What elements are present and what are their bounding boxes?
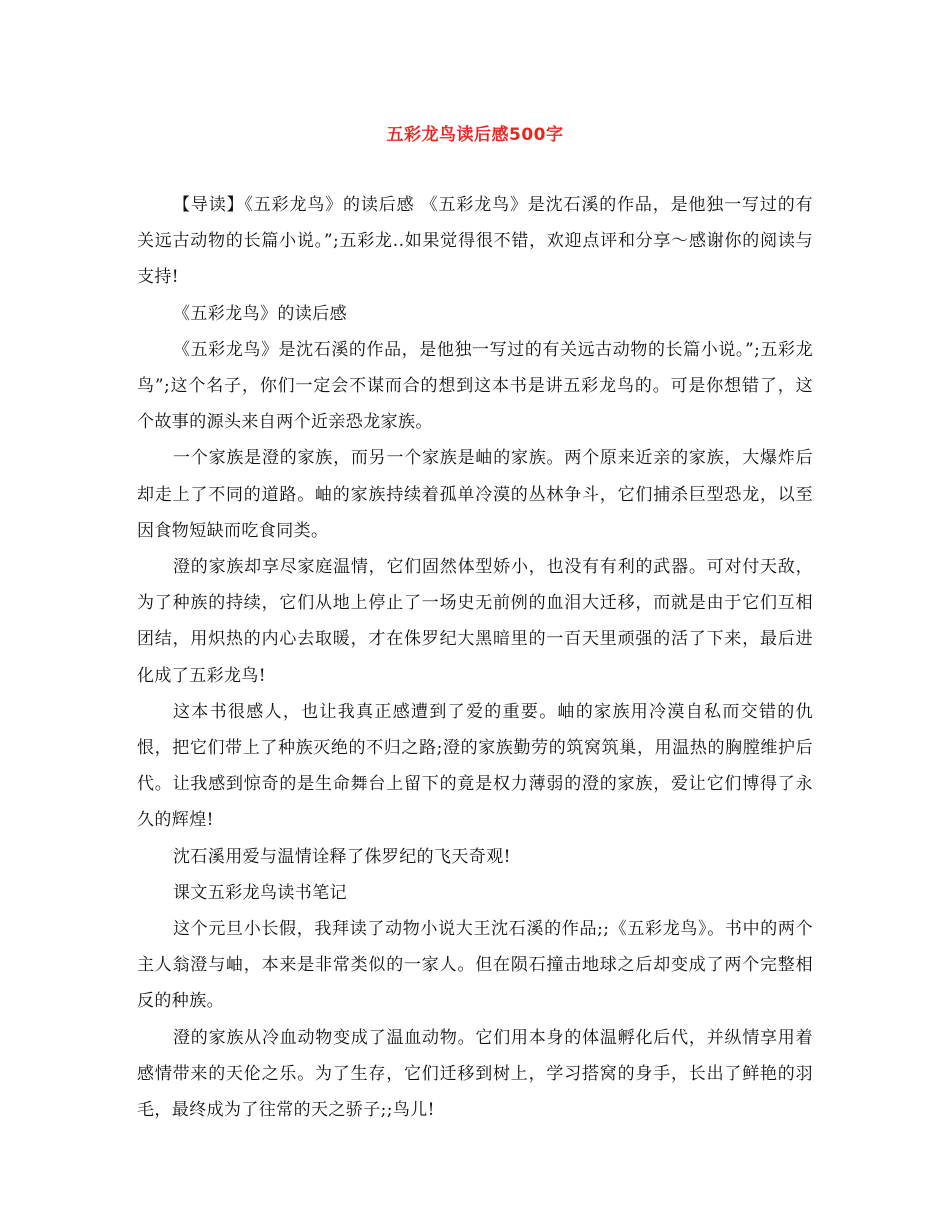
paragraph: 这本书很感人，也让我真正感遭到了爱的重要。岫的家族用冷漠自私而交错的仇恨，把它们带上了种族灭绝的不归之路;澄的家族勤劳的筑窝筑巢，用温热的胸膛维护后代。让我感到惊奇的是生命舞台上留下的竟是权力薄弱的澄的家族，爱让它们博得了永久的辉煌! [137, 701, 813, 831]
paragraph-intro: 【导读】《五彩龙鸟》的读后感 《五彩龙鸟》是沈石溪的作品，是他独一写过的有关远古动物的长篇小说。”;五彩龙..如果觉得很不错，欢迎点评和分享～感谢你的阅读与支持! [137, 195, 813, 288]
paragraph: 澄的家族从冷血动物变成了温血动物。它们用本身的体温孵化后代，并纵情享用着感情带来的天伦之乐。为了生存，它们迁移到树上，学习搭窝的身手，长出了鲜艳的羽毛，最终成为了往常的天之骄子;;鸟儿! [137, 1027, 813, 1121]
paragraph: 沈石溪用爱与温情诠释了侏罗纪的飞天奇观! [173, 846, 511, 867]
paragraph: 澄的家族却享尽家庭温情，它们固然体型娇小，也没有有利的武器。可对付天敌，为了种族的持续，它们从地上停止了一场史无前例的血泪大迁移，而就是由于它们互相团结，用炽热的内心去取暖，才在侏罗纪大黑暗里的一百天里顽强的活了下来，最后进化成了五彩龙鸟! [137, 557, 813, 686]
document-body [137, 187, 813, 1128]
section-heading-notes: 课文五彩龙鸟读书笔记 [173, 882, 347, 903]
paragraph: 《五彩龙鸟》是沈石溪的作品，是他独一写过的有关远古动物的长篇小说。”;五彩龙鸟”;这个名子，你们一定会不谋而合的想到这本书是讲五彩龙鸟的。可是你想错了，这个故事的源头来自两个近亲恐龙家族。 [137, 339, 813, 433]
paragraph: 这个元旦小长假，我拜读了动物小说大王沈石溪的作品;;《五彩龙鸟》。书中的两个主人翁澄与岫，本来是非常类似的一家人。但在陨石撞击地球之后却变成了两个完整相反的种族。 [137, 919, 813, 1012]
document-title: 五彩龙鸟读后感500字 [386, 125, 564, 145]
section-heading-review: 《五彩龙鸟》的读后感 [173, 303, 347, 324]
paragraph: 一个家族是澄的家族，而另一个家族是岫的家族。两个原来近亲的家族，大爆炸后却走上了不同的道路。岫的家族持续着孤单冷漠的丛林争斗，它们捕杀巨型恐龙，以至因食物短缺而吃食同类。 [137, 448, 813, 541]
